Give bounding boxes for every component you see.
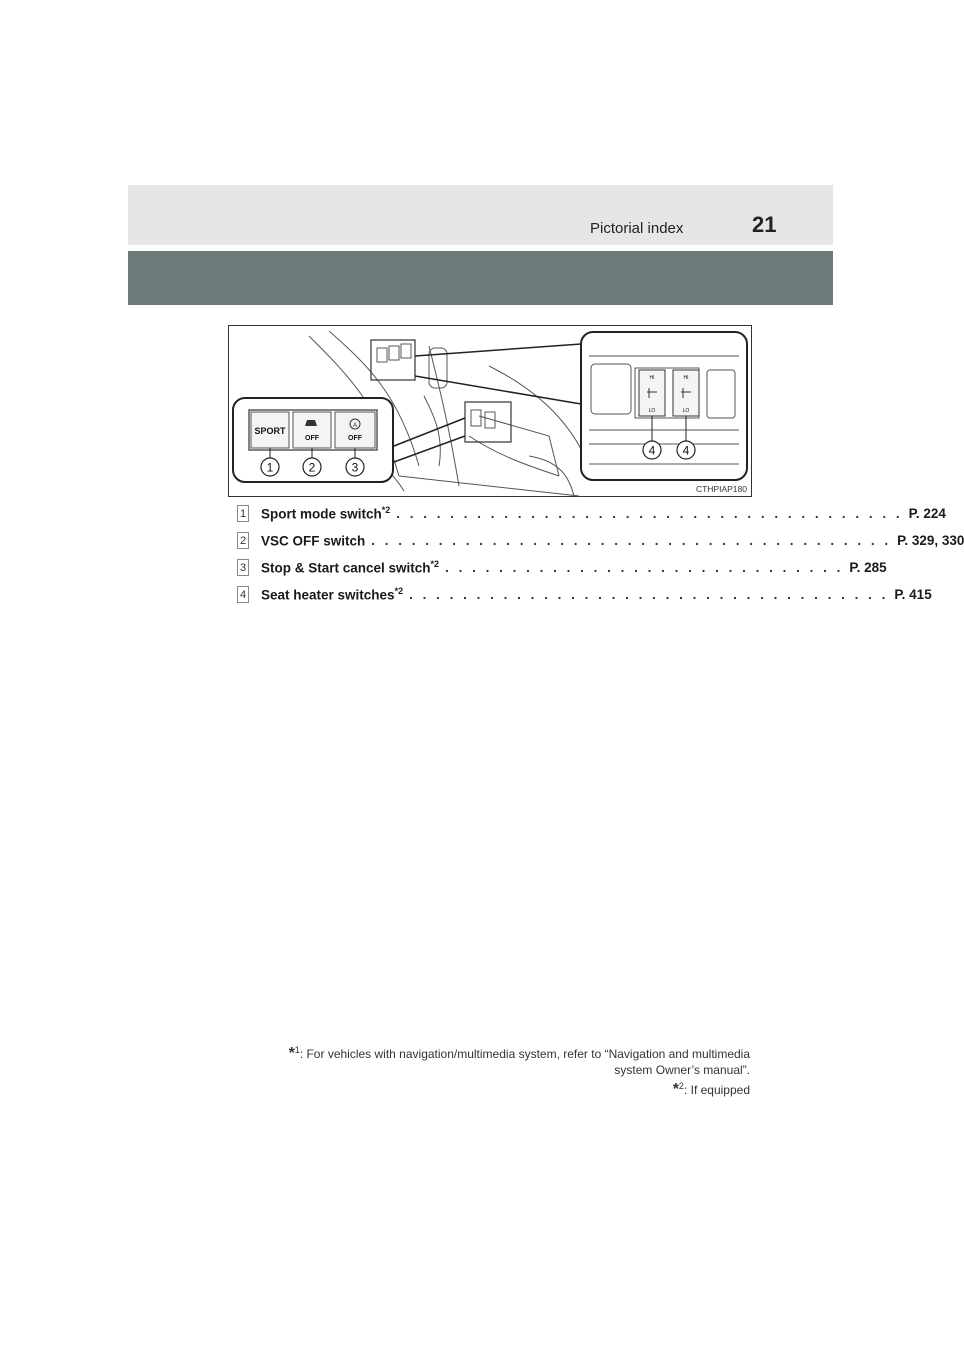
vsc-off-label: OFF bbox=[305, 435, 319, 442]
item-label: Sport mode switch$^{*2}$ bbox=[261, 505, 391, 522]
item-number: 4 bbox=[237, 586, 249, 603]
callout-4b: 4 bbox=[682, 443, 690, 458]
callout-4a: 4 bbox=[648, 443, 656, 458]
stop-start-off-label: OFF bbox=[348, 435, 362, 442]
heater-right-hi: HI bbox=[683, 375, 689, 381]
item-list bbox=[237, 500, 964, 608]
figure-code: CTHPIAP180 bbox=[695, 484, 747, 494]
page-reference[interactable]: P. 329, 330 bbox=[897, 533, 964, 548]
callout-2: 2 bbox=[308, 460, 316, 475]
leader-line-left-bottom bbox=[394, 418, 465, 446]
footnotes bbox=[210, 1042, 750, 1098]
heater-left-lo: LO bbox=[648, 408, 656, 414]
callout-1: 1 bbox=[266, 460, 274, 475]
heater-panel-marker bbox=[465, 402, 511, 442]
heater-panel-detail bbox=[471, 410, 495, 428]
heater-right-lo: LO bbox=[682, 408, 690, 414]
leader-dots: . . . . . . . . . . . . . . . . . . . . . . . . . . . . . . . . . . . . . . . bbox=[371, 533, 892, 548]
vsc-off-switch bbox=[293, 412, 331, 448]
callout-3: 3 bbox=[351, 460, 359, 475]
list-item bbox=[237, 527, 964, 554]
item-number: 2 bbox=[237, 532, 249, 549]
item-label: Stop & Start cancel switch$^{*2}$ bbox=[261, 559, 440, 576]
list-item bbox=[237, 500, 946, 527]
stop-start-switch bbox=[335, 412, 375, 448]
item-label: VSC OFF switch bbox=[261, 533, 366, 549]
list-item bbox=[237, 554, 887, 581]
leader-dots: . . . . . . . . . . . . . . . . . . . . . . . . . . . . . . . . . . . . bbox=[409, 587, 889, 602]
heater-left-hi: HI bbox=[649, 375, 655, 381]
page-reference[interactable]: P. 224 bbox=[908, 506, 946, 521]
item-label: Seat heater switches$^{*2}$ bbox=[261, 586, 404, 603]
section-title: Pictorial index bbox=[590, 220, 684, 237]
header-band bbox=[128, 185, 833, 245]
page-reference[interactable]: P. 415 bbox=[894, 587, 932, 602]
footnote-1-continued: system Owner’s manual”. bbox=[614, 1063, 750, 1077]
leader-dots: . . . . . . . . . . . . . . . . . . . . . . . . . . . . . . bbox=[445, 560, 844, 575]
footnote-1: *$^1$: For vehicles with navigation/multimedia system, refer to “Navigation and multimedia bbox=[288, 1045, 750, 1062]
skid-car-icon bbox=[305, 420, 317, 426]
leader-dots: . . . . . . . . . . . . . . . . . . . . . . . . . . . . . . . . . . . . . . bbox=[396, 506, 903, 521]
chapter-band bbox=[128, 251, 833, 305]
switch-panel-detail bbox=[377, 344, 411, 362]
page-reference[interactable]: P. 285 bbox=[849, 560, 887, 575]
console-drawing bbox=[229, 326, 753, 498]
leader-line-right-top bbox=[415, 344, 581, 356]
item-number: 1 bbox=[237, 505, 249, 522]
item-number: 3 bbox=[237, 559, 249, 576]
stop-start-a-label: A bbox=[352, 423, 358, 429]
footnote-2: *$^2$: If equipped bbox=[672, 1081, 750, 1098]
page-number: 21 bbox=[752, 212, 777, 237]
console-illustration bbox=[228, 325, 752, 497]
list-item bbox=[237, 581, 932, 608]
sport-switch-label: SPORT bbox=[254, 426, 286, 436]
